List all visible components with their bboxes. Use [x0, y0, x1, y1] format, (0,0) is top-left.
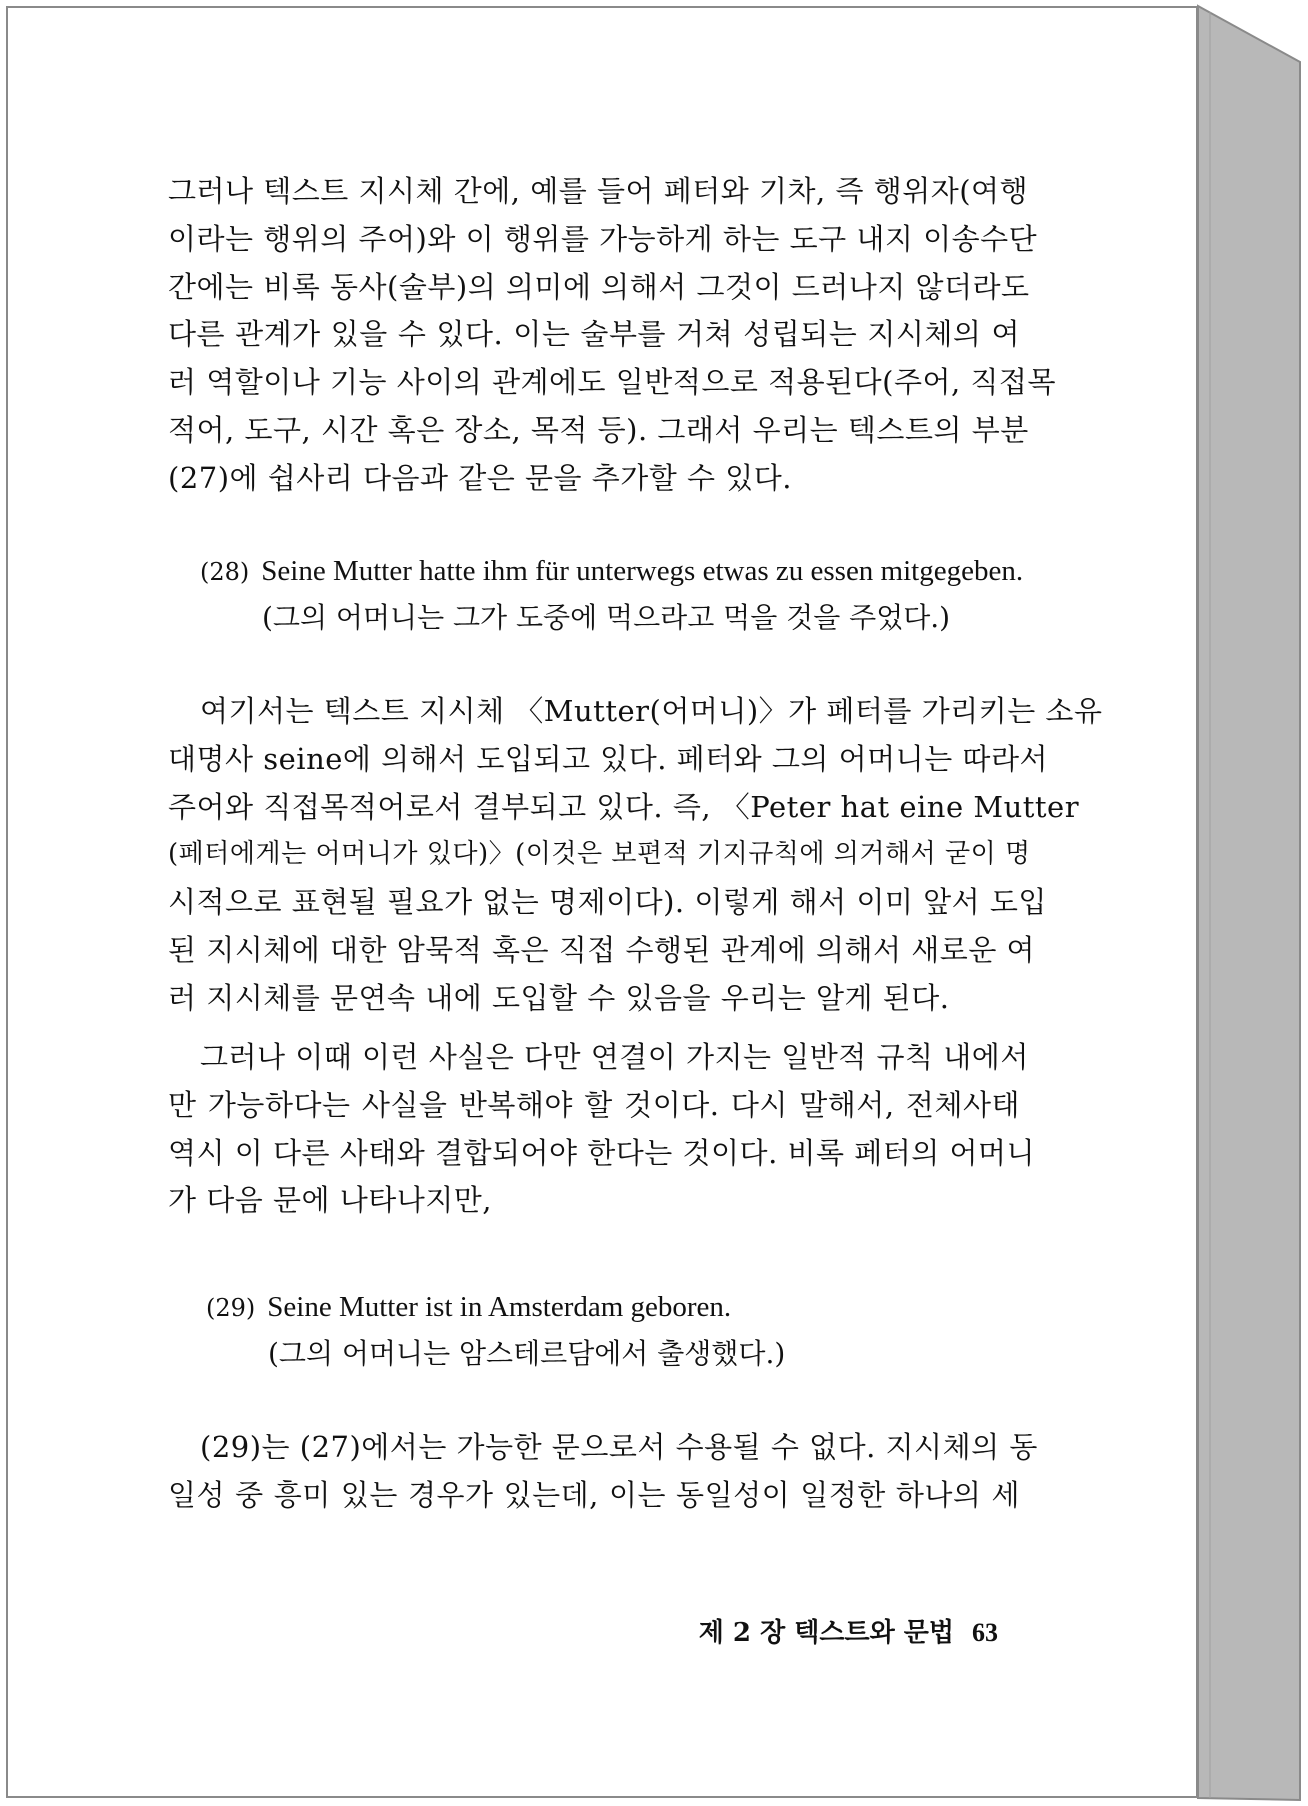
text-line: (29)는 (27)에서는 가능한 문으로서 수용될 수 없다. 지시체의 동	[200, 1430, 1038, 1464]
example-korean: (그의 어머니는 암스테르담에서 출생했다.)	[268, 1337, 786, 1370]
example-number: (29)	[206, 1294, 256, 1322]
text-line: (27)에 쉽사리 다음과 같은 문을 추가할 수 있다.	[168, 460, 793, 495]
text-line: 역시 이 다른 사태와 결합되어야 한다는 것이다. 비록 페터의 어머니	[168, 1135, 1036, 1170]
text-line: 그러나 이때 이런 사실은 다만 연결이 가지는 일반적 규칙 내에서	[200, 1040, 1029, 1074]
page-number: 63	[972, 1618, 998, 1647]
text-line: 된 지시체에 대한 암묵적 혹은 직접 수행된 관계에 의해서 새로운 여	[168, 932, 1036, 967]
example-number: (28)	[200, 558, 250, 586]
text-line: (페터에게는 어머니가 있다)〉(이것은 보편적 기지규칙에 의거해서 굳이 명	[168, 839, 1031, 870]
text-line: 시적으로 표현될 필요가 없는 명제이다). 이렇게 해서 이미 앞서 도입	[168, 885, 1047, 920]
paragraph-1	[168, 168, 1056, 503]
example-28	[200, 548, 1023, 641]
paragraph-2	[168, 688, 1103, 1023]
example-german: Seine Mutter hatte ihm für unterwegs etwas zu essen mitgegeben.	[261, 555, 1024, 587]
text-line: 러 지시체를 문연속 내에 도입할 수 있음을 우리는 알게 된다.	[168, 980, 950, 1015]
text-line: 적어, 도구, 시간 혹은 장소, 목적 등). 그래서 우리는 텍스트의 부분	[168, 412, 1029, 447]
text-line: 가 다음 문에 나타나지만,	[168, 1183, 493, 1218]
example-korean: (그의 어머니는 그가 도중에 먹으라고 먹을 것을 주었다.)	[262, 601, 951, 634]
example-29	[206, 1284, 785, 1377]
text-line: 그러나 텍스트 지시체 간에, 예를 들어 페터와 기차, 즉 행위자(여행	[168, 174, 1029, 208]
text-line: 만 가능하다는 사실을 반복해야 할 것이다. 다시 말해서, 전체사태	[168, 1087, 1020, 1122]
text-line: 일성 중 흥미 있는 경우가 있는데, 이는 동일성이 일정한 하나의 세	[168, 1477, 1020, 1512]
running-footer	[699, 1612, 998, 1649]
text-line: 대명사 seine에 의해서 도입되고 있다. 페터와 그의 어머니는 따라서	[168, 741, 1048, 776]
text-line: 간에는 비록 동사(술부)의 의미에 의해서 그것이 드러나지 않더라도	[168, 269, 1030, 304]
text-line: 여기서는 텍스트 지시체 〈Mutter(어머니)〉가 페터를 가리키는 소유	[200, 694, 1103, 728]
paragraph-3	[168, 1034, 1036, 1225]
text-line: 이라는 행위의 주어)와 이 행위를 가능하게 하는 도구 내지 이송수단	[168, 221, 1038, 256]
example-german: Seine Mutter ist in Amsterdam geboren.	[267, 1291, 732, 1323]
paragraph-4	[168, 1424, 1038, 1520]
text-line: 러 역할이나 기능 사이의 관계에도 일반적으로 적용된다(주어, 직접목	[168, 365, 1056, 400]
chapter-title: 제 2 장 텍스트와 문법	[698, 1618, 954, 1648]
text-line: 다른 관계가 있을 수 있다. 이는 술부를 거쳐 성립되는 지시체의 여	[168, 317, 1020, 352]
text-line: 주어와 직접목적어로서 결부되고 있다. 즉, 〈Peter hat eine Mutter	[168, 789, 1080, 824]
